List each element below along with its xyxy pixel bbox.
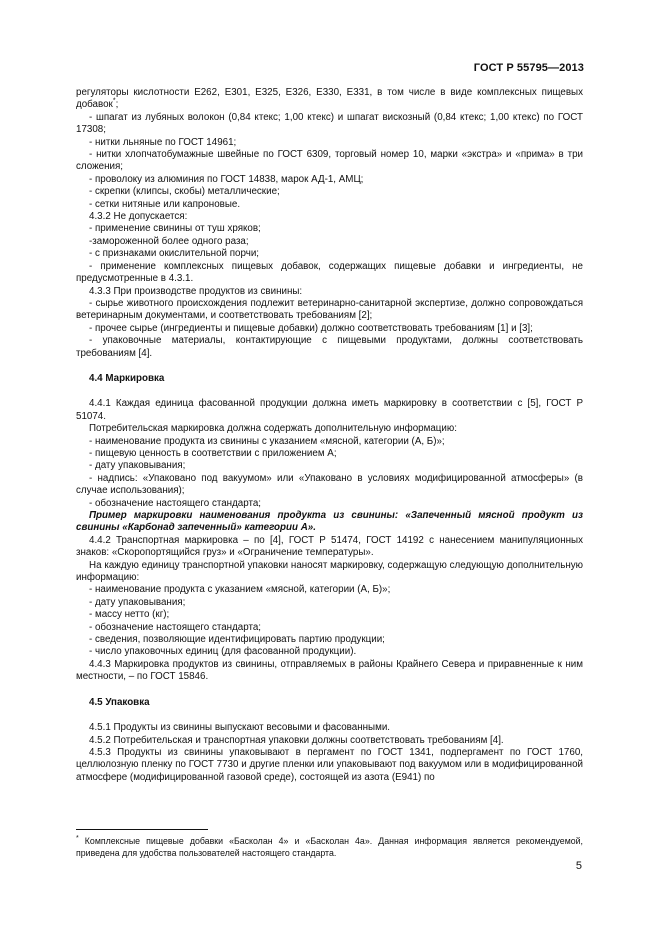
list-item: -замороженной более одного раза; xyxy=(89,235,249,247)
document-body xyxy=(76,87,583,784)
list-item: - сведения, позволяющие идентифицировать партию продукции; xyxy=(89,634,385,646)
list-item: - нитки хлопчатобумажные швейные по ГОСТ 6309, торговый номер 10, марки «экстра» и «прима» в три сложения; xyxy=(76,149,583,173)
paragraph: На каждую единицу транспортной упаковки наносят маркировку, содержащую следующую дополнительную информацию: xyxy=(76,559,583,584)
footnote xyxy=(76,836,583,859)
list-item: - применение свинины от туш хряков; xyxy=(89,223,261,235)
list-item: - упаковочные материалы, контактирующие с пищевыми продуктами, должны соответствовать требованиям [4]. xyxy=(76,335,583,359)
list-item: - скрепки (клипсы, скобы) металлические; xyxy=(89,186,280,198)
labeling-example: Пример маркировки наименования продукта из свинины: «Запеченный мясной продукт из свинины «Карбонад запеченный» категории А». xyxy=(76,510,583,534)
text-line: регуляторы кислотности Е262, Е301, Е325, Е326, Е330, Е331, в том числе в виде комплексных пищевых добавок xyxy=(76,87,583,111)
section-heading-4-5: 4.5 Упаковка xyxy=(89,696,150,708)
list-item: - пищевую ценность в соответствии с приложением А; xyxy=(89,447,337,459)
list-item: - массу нетто (кг); xyxy=(89,609,170,621)
list-item: - применение комплексных пищевых добавок, содержащих пищевые добавки и ингредиенты, не предусмотренные в 4.3.1. xyxy=(76,260,583,285)
footnote-text: Комплексные пищевые добавки «Басколан 4» и «Басколан 4а». Данная информация является рекомендуемой, приведена для удобства пользователей настоящего стандарта. xyxy=(76,836,583,858)
list-item: - дату упаковывания; xyxy=(89,596,186,608)
list-item: - сырье животного происхождения подлежит ветеринарно-санитарной экспертизе, должно сопровождаться ветеринарным документами, и соответствовать требованиям [2]; xyxy=(76,297,583,322)
list-item: - проволоку из алюминия по ГОСТ 14838, марок АД-1, АМЦ; xyxy=(89,173,364,185)
list-item: - прочее сырье (ингредиенты и пищевые добавки) должно соответствовать требованиям [1] и [3]; xyxy=(89,322,533,334)
list-item: - наименование продукта из свинины с указанием «мясной, категории (А, Б)»; xyxy=(89,435,445,447)
list-item: - число упаковочных единиц (для фасованной продукции). xyxy=(89,646,357,658)
paragraph xyxy=(76,87,583,112)
list-item: - наименование продукта с указанием «мясной, категории (А, Б)»; xyxy=(89,584,391,596)
clause-4-5-1: 4.5.1 Продукты из свинины выпускают весовыми и фасованными. xyxy=(89,722,391,734)
standard-designation: ГОСТ Р 55795—2013 xyxy=(473,62,584,74)
clause-4-3-2: 4.3.2 Не допускается: xyxy=(89,211,188,223)
section-heading-4-4: 4.4 Маркировка xyxy=(89,372,165,384)
text-line: ; xyxy=(115,99,119,111)
list-item: - обозначение настоящего стандарта; xyxy=(89,621,262,633)
list-item: - обозначение настоящего стандарта; xyxy=(89,497,262,509)
clause-4-5-2: 4.5.2 Потребительская и транспортная упаковки должны соответствовать требованиям [4]. xyxy=(89,734,504,746)
clause-4-4-3: 4.4.3 Маркировка продуктов из свинины, отправляемых в районы Крайнего Севера и приравненные к ним местности, – по ГОСТ 15846. xyxy=(76,658,583,683)
clause-4-4-2: 4.4.2 Транспортная маркировка – по [4], ГОСТ Р 51474, ГОСТ 14192 с нанесением манипуляционных знаков: «Скоропортящийся груз» и «Ограничение температуры». xyxy=(76,534,583,559)
clause-4-4-1: 4.4.1 Каждая единица фасованной продукции должна иметь маркировку в соответствии с [5], ГОСТ Р 51074. xyxy=(76,398,583,422)
paragraph: Потребительская маркировка должна содержать дополнительную информацию: xyxy=(89,423,457,435)
list-item: - шпагат из лубяных волокон (0,84 ктекс; 1,00 ктекс) и шпагат вискозный (0,84 ктекс; 1,00 ктекс) по ГОСТ 17308; xyxy=(76,111,583,136)
list-item: - сетки нитяные или капроновые. xyxy=(89,198,241,210)
clause-4-5-3: 4.5.3 Продукты из свинины упаковывают в пергамент по ГОСТ 1341, подпергамент по ГОСТ 1760, целлюлозную пленку по ГОСТ 7730 и другие пленки или упаковывают под вакуумом или в модифицированной атмосфере (модифицированной газовой среде), состоящей из азота (Е941) по xyxy=(76,746,583,783)
footnote-divider xyxy=(76,829,208,830)
list-item: - дату упаковывания; xyxy=(89,460,186,472)
list-item: - с признаками окислительной порчи; xyxy=(89,248,260,260)
list-item: - надпись: «Упаковано под вакуумом» или «Упаковано в условиях модифицированной атмосферы» (в случае использования); xyxy=(76,472,583,497)
page-number: 5 xyxy=(575,860,582,872)
clause-4-3-3: 4.3.3 При производстве продуктов из свинины: xyxy=(89,285,303,297)
list-item: - нитки льняные по ГОСТ 14961; xyxy=(89,136,237,148)
footnote-reference: * xyxy=(112,98,116,106)
footnote-mark: * xyxy=(76,835,79,843)
